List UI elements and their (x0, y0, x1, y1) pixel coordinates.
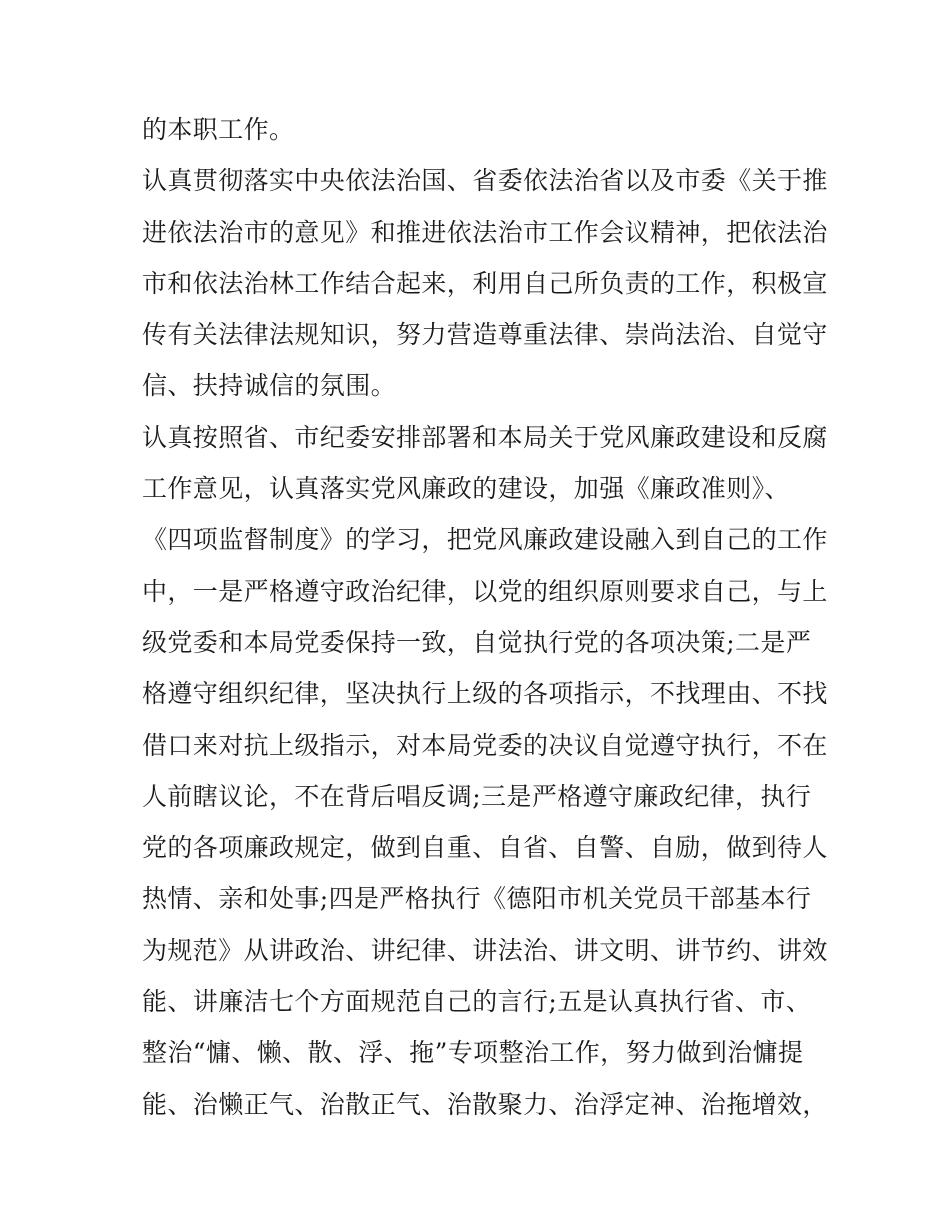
text-line: 市和依法治林工作结合起来，利用自己所负责的工作，积极宣 (142, 268, 828, 298)
text-line: 的本职工作。 (142, 115, 295, 144)
text-line: 工作意见，认真落实党风廉政的建设，加强《廉政准则》、 (142, 474, 790, 504)
text-line: 进依法治市的意见》和推进依法治市工作会议精神，把依法治 (142, 217, 828, 247)
text-line: 整治“慵、懒、散、浮、拖”专项整治工作，努力做到治慵提 (142, 1038, 804, 1068)
text-line: 认真贯彻落实中央依法治国、省委依法治省以及市委《关于推 (142, 166, 828, 196)
text-line: 认真按照省、市纪委安排部署和本局关于党风廉政建设和反腐 (142, 422, 828, 452)
document-body (142, 104, 832, 1130)
text-line: 级党委和本局党委保持一致，自觉执行党的各项决策;二是严 (142, 627, 812, 657)
text-line: 人前瞎议论，不在背后唱反调;三是严格遵守廉政纪律，执行 (142, 781, 812, 811)
text-line: 能、讲廉洁七个方面规范自己的言行;五是认真执行省、市、 (142, 987, 812, 1017)
text-line: 党的各项廉政规定，做到自重、自省、自警、自励，做到待人 (142, 833, 828, 863)
text-line: 格遵守组织纪律，坚决执行上级的各项指示，不找理由、不找 (142, 679, 828, 709)
text-line: 为规范》从讲政治、讲纪律、讲法治、讲文明、讲节约、讲效 (142, 935, 828, 965)
text-line: 能、治懒正气、治散正气、治散聚力、治浮定神、治拖增效， (142, 1089, 828, 1119)
text-line: 信、扶持诚信的氛围。 (142, 371, 397, 401)
text-line: 传有关法律法规知识，努力营造尊重法律、崇尚法治、自觉守 (142, 320, 828, 350)
text-line: 热情、亲和处事;四是严格执行《德阳市机关党员干部基本行 (142, 884, 812, 914)
text-line: 《四项监督制度》的学习，把党风廉政建设融入到自己的工作 (142, 525, 828, 555)
text-line: 中，一是严格遵守政治纪律，以党的组织原则要求自己，与上 (142, 576, 828, 606)
text-line: 借口来对抗上级指示，对本局党委的决议自觉遵守执行，不在 (142, 730, 828, 760)
